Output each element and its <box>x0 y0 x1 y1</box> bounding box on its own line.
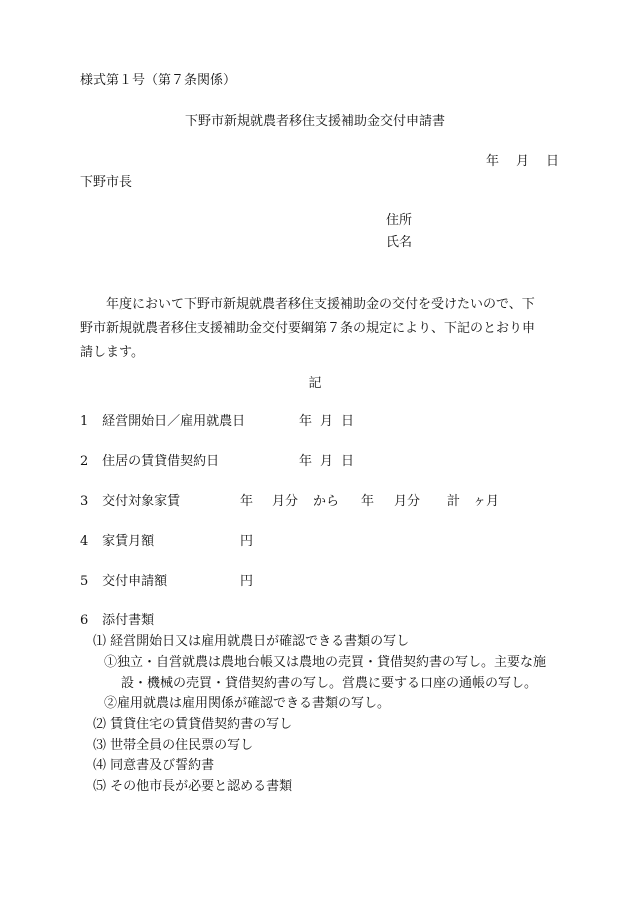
item-number: 3 <box>80 494 89 509</box>
item-label: 交付対象家賃 <box>102 494 181 509</box>
attachment-5: ⑸ その他市長が必要と認める書類 <box>93 779 293 794</box>
item-3-total: 計 <box>447 494 461 509</box>
item-2-date <box>299 455 354 468</box>
paragraph-line-1: 年度において下野市新規就農者移住支援補助金の交付を受けたいので、下 <box>106 297 535 312</box>
attachment-1: ⑴ 経営開始日又は雇用就農日が確認できる書類の写し <box>93 634 410 649</box>
attachment-4: ⑷ 同意書及び誓約書 <box>93 758 215 773</box>
item-3-months: ヶ月 <box>473 494 500 509</box>
attachment-2: ⑵ 賃貸住宅の賃貸借契約書の写し <box>93 717 293 732</box>
address-label: 住所 <box>386 213 413 228</box>
date-line <box>486 155 559 168</box>
year-label: 年 <box>299 414 313 429</box>
document-title: 下野市新規就農者移住支援補助金交付申請書 <box>184 114 445 129</box>
item-number: 6 <box>80 613 89 628</box>
addressee: 下野市長 <box>80 175 133 190</box>
item-1-date <box>299 415 354 428</box>
attachment-1-sub-2: ②雇用就農は雇用関係が確認できる書類の写し。 <box>104 696 391 711</box>
item-3-month1: 月分 <box>272 494 299 509</box>
attachment-3: ⑶ 世帯全員の住民票の写し <box>93 738 254 753</box>
attachment-1-sub-1-line-2: 設・機械の売買・貸借契約書の写し。営農に要する口座の通帳の写し。 <box>121 676 538 691</box>
item-3-month2: 月分 <box>394 494 421 509</box>
item-3-from: から <box>313 494 340 509</box>
item-3-year1: 年 <box>240 494 254 509</box>
item-label: 添付書類 <box>102 613 155 628</box>
item-number: 5 <box>80 574 89 589</box>
ki-heading: 記 <box>308 376 322 391</box>
item-2-lease-date <box>80 455 219 468</box>
item-label: 家賃月額 <box>102 534 155 549</box>
date-month: 月 <box>516 154 530 169</box>
day-label: 日 <box>341 414 355 429</box>
item-label: 住居の賃貸借契約日 <box>102 454 220 469</box>
item-3-target-rent <box>80 495 180 508</box>
item-4-yen: 円 <box>240 534 254 549</box>
item-number: 2 <box>80 454 89 469</box>
item-3-year2: 年 <box>361 494 375 509</box>
attachment-1-sub-1-line-1: ①独立・自営就農は農地台帳又は農地の売買・貸借契約書の写し。主要な施 <box>104 655 547 670</box>
name-label: 氏名 <box>386 235 413 250</box>
date-year: 年 <box>486 154 500 169</box>
item-label: 経営開始日／雇用就農日 <box>102 414 246 429</box>
item-1-start-date <box>80 415 245 428</box>
month-label: 月 <box>320 414 334 429</box>
day-label: 日 <box>341 454 355 469</box>
item-label: 交付申請額 <box>102 574 168 589</box>
date-day: 日 <box>546 154 560 169</box>
item-number: 4 <box>80 534 89 549</box>
item-5-requested-amount <box>80 575 167 588</box>
year-label: 年 <box>299 454 313 469</box>
form-number: 様式第１号（第７条関係） <box>80 73 237 88</box>
item-4-monthly-rent <box>80 535 154 548</box>
paragraph-line-3: 請します。 <box>80 345 144 360</box>
item-5-yen: 円 <box>240 574 254 589</box>
paragraph-line-2: 野市新規就農者移住支援補助金交付要綱第７条の規定により、下記のとおり申 <box>80 321 536 336</box>
item-6-attachments <box>80 614 154 627</box>
month-label: 月 <box>320 454 334 469</box>
item-number: 1 <box>80 414 89 429</box>
request-paragraph <box>80 293 550 365</box>
